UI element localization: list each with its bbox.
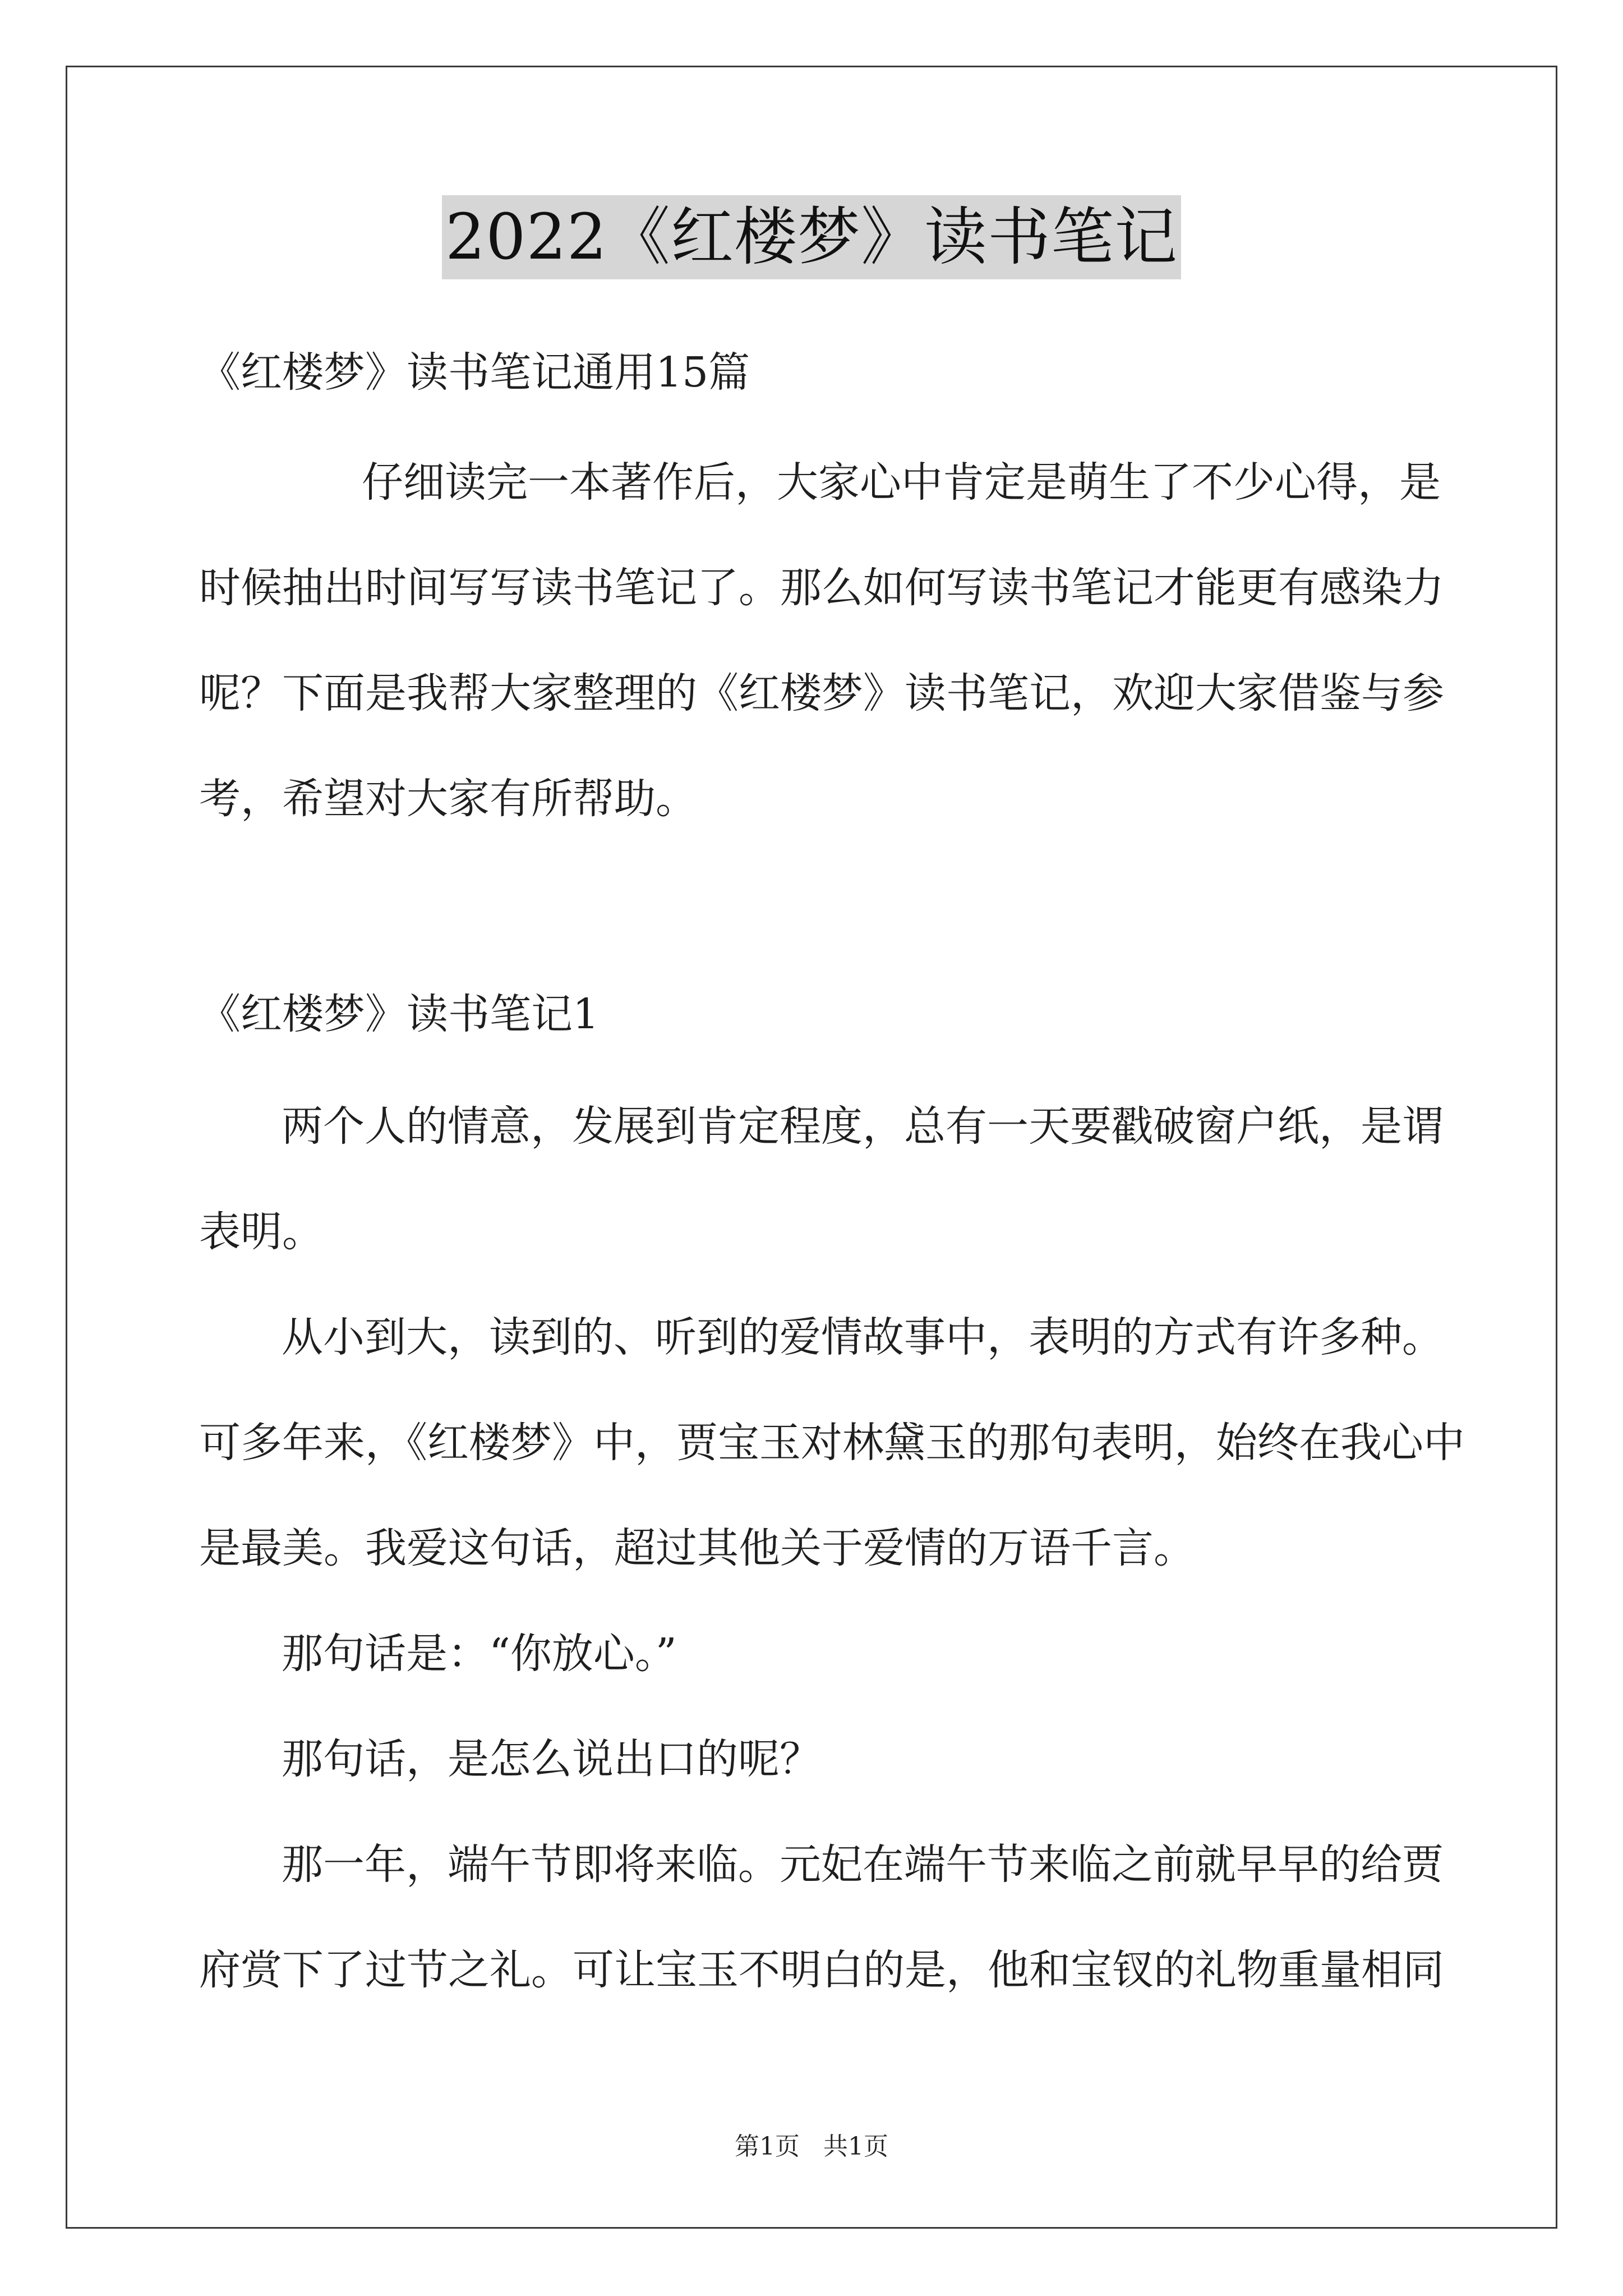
body-line-8: 那一年，端午节即将来临。元妃在端午节来临之前就早早的给贾 [282, 1841, 1444, 1889]
intro-line-4: 考，希望对大家有所帮助。 [199, 775, 697, 823]
document-title: 2022《红楼梦》读书笔记 [442, 195, 1181, 279]
intro-line-1: 仔细读完一本著作后，大家心中肯定是萌生了不少心得，是 [362, 458, 1441, 507]
body-line-9: 府赏下了过节之礼。可让宝玉不明白的是，他和宝钗的礼物重量相同 [199, 1946, 1444, 1994]
document-subtitle: 《红楼梦》读书笔记通用15篇 [199, 348, 750, 397]
page-total: 共1页 [823, 2132, 888, 2161]
body-line-3: 从小到大，读到的、听到的爱情故事中，表明的方式有许多种。 [282, 1313, 1444, 1361]
intro-line-2: 时候抽出时间写写读书笔记了。那么如何写读书笔记才能更有感染力 [199, 564, 1444, 612]
section-heading: 《红楼梦》读书笔记1 [199, 990, 600, 1038]
page-footer [0, 2126, 1623, 2162]
page-number: 第1页 [735, 2132, 800, 2161]
body-line-2: 表明。 [199, 1208, 324, 1256]
body-line-5: 是最美。我爱这句话，超过其他关于爱情的万语千言。 [199, 1524, 1195, 1572]
title-container [0, 195, 1623, 279]
body-line-7: 那句话，是怎么说出口的呢？ [282, 1735, 821, 1783]
intro-line-3: 呢？下面是我帮大家整理的《红楼梦》读书笔记，欢迎大家借鉴与参 [199, 669, 1444, 717]
body-line-4: 可多年来，《红楼梦》中，贾宝玉对林黛玉的那句表明，始终在我心中 [199, 1419, 1465, 1467]
body-line-1: 两个人的情意，发展到肯定程度，总有一天要戳破窗户纸，是谓 [282, 1102, 1444, 1151]
body-line-6: 那句话是：“你放心。” [282, 1630, 677, 1678]
